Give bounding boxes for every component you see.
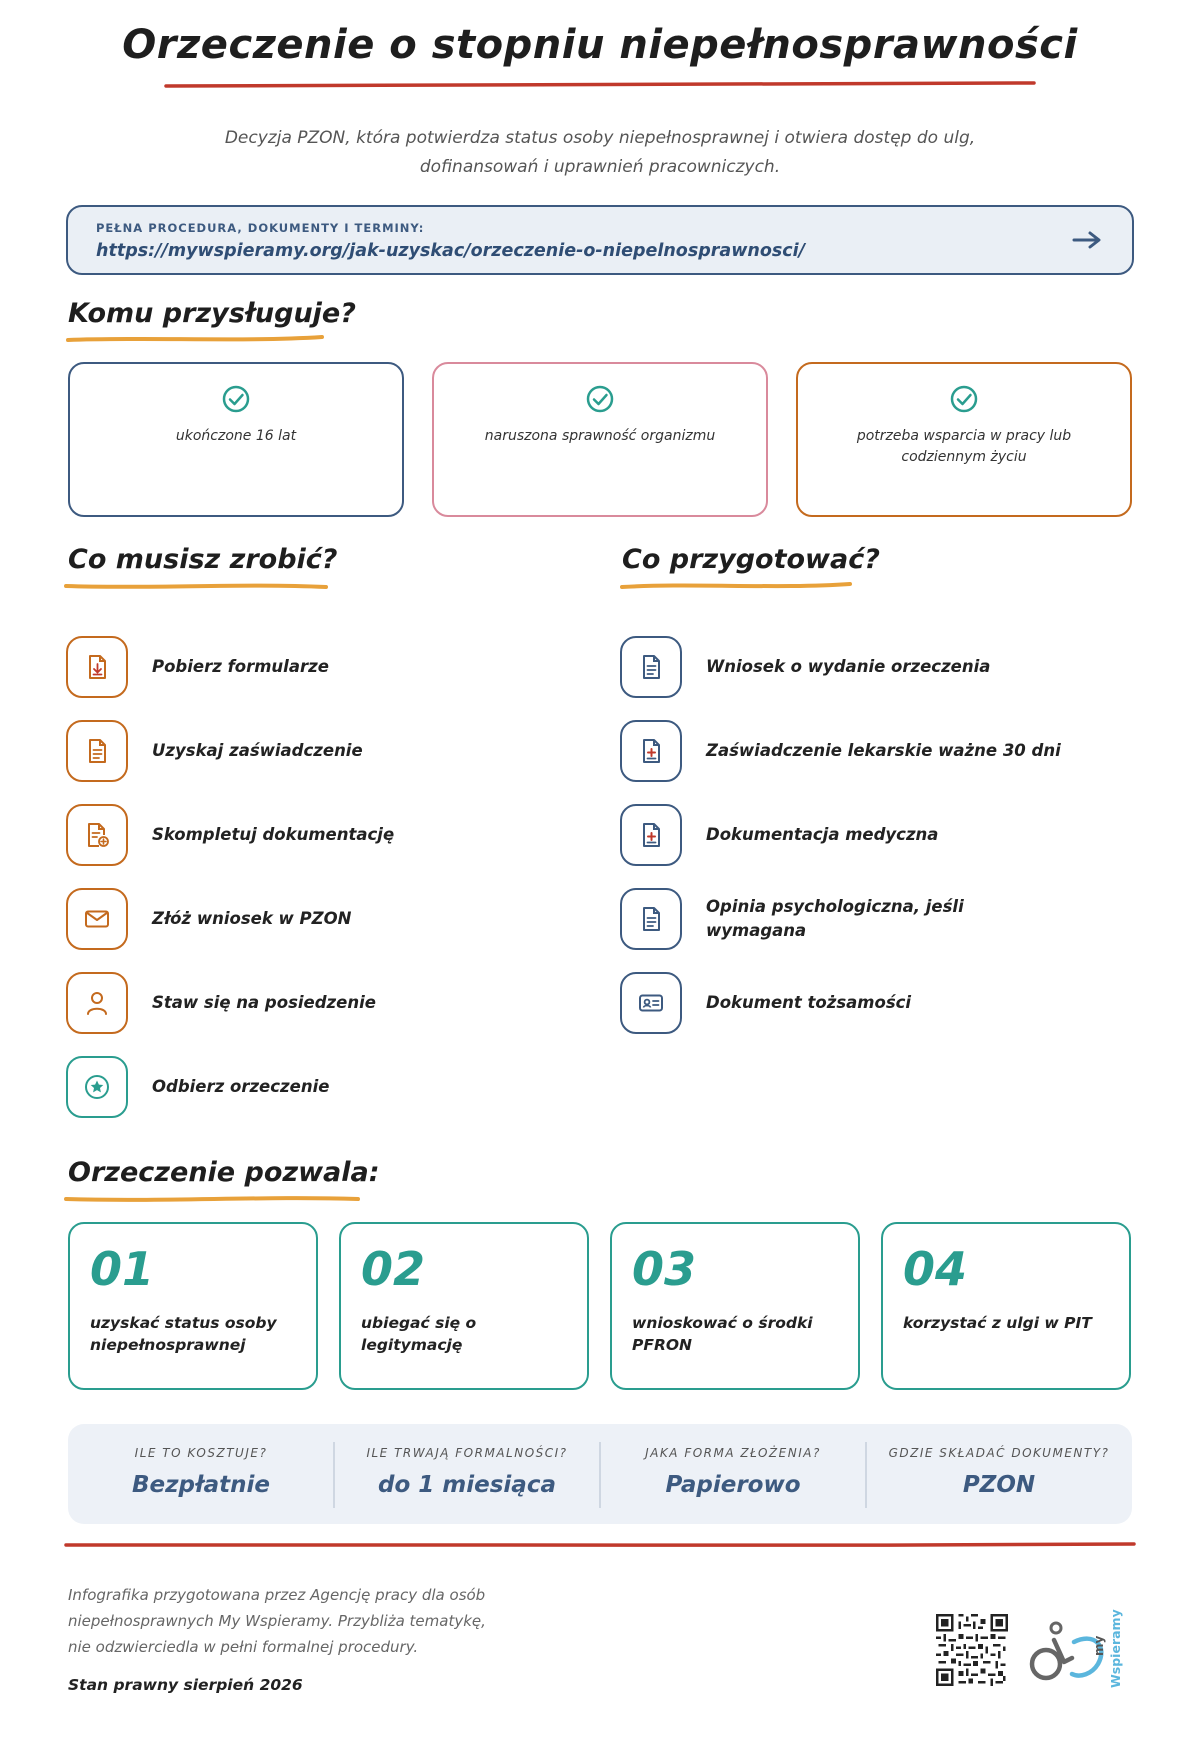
eligibility-text: potrzeba wsparcia w pracy lub codziennym życiu: [856, 428, 1072, 465]
step-label: Pobierz formularze: [152, 657, 329, 676]
step-icon-box: [620, 972, 682, 1034]
medical-document-icon: [637, 821, 665, 849]
benefit-card: [68, 1222, 318, 1390]
logo-text-wspieramy: Wspieramy: [1108, 1609, 1123, 1688]
check-circle-icon: [221, 384, 251, 414]
eligibility-text: ukończone 16 lat: [175, 428, 297, 444]
check-circle-icon: [949, 384, 979, 414]
qr-code-icon[interactable]: [936, 1614, 1008, 1686]
eligibility-card-age: [68, 362, 404, 517]
eligibility-card-support: [796, 362, 1132, 517]
benefit-text: ubiegać się o legitymację: [361, 1314, 477, 1354]
check-circle-icon: [585, 384, 615, 414]
step-label: Staw się na posiedzenie: [152, 993, 376, 1012]
benefits-heading-underline: [64, 1193, 360, 1205]
person-icon: [83, 989, 111, 1017]
medical-document-icon: [637, 737, 665, 765]
id-card-icon: [637, 989, 665, 1017]
logo-text: [1088, 1609, 1134, 1690]
fact-label: ILE TRWAJĄ FORMALNOŚCI?: [366, 1446, 568, 1460]
prepare-item: [620, 888, 1134, 952]
step-icon-box: [620, 636, 682, 698]
star-badge-icon: [83, 1073, 111, 1101]
facts-panel: [68, 1424, 1132, 1524]
file-download-icon: [83, 653, 111, 681]
step-icon-box: [620, 720, 682, 782]
procedure-link[interactable]: https://mywspieramy.org/jak-uzyskac/orzeczenie-o-niepelnosprawnosci/: [96, 241, 806, 261]
step-icon-box: [66, 720, 128, 782]
benefits-heading: Orzeczenie pozwala:: [68, 1157, 380, 1188]
step-icon-box: [66, 972, 128, 1034]
fact-value: Papierowo: [665, 1472, 801, 1498]
envelope-icon: [83, 905, 111, 933]
prepare-heading: Co przygotować?: [622, 544, 880, 575]
fact-value: do 1 miesiąca: [378, 1472, 556, 1498]
benefit-card: [881, 1222, 1131, 1390]
step-item: [66, 720, 586, 784]
prepare-item: [620, 972, 1134, 1036]
benefit-text: uzyskać status osoby niepełnosprawnej: [90, 1314, 277, 1354]
prepare-label: Zaświadczenie lekarskie ważne 30 dni: [706, 741, 1061, 760]
benefit-number: 01: [90, 1242, 155, 1296]
legal-state-text: Stan prawny sierpień 2026: [68, 1676, 303, 1694]
fact-label: ILE TO KOSZTUJE?: [134, 1446, 268, 1460]
logo-text-my: my: [1092, 1635, 1106, 1656]
document-icon: [83, 737, 111, 765]
step-icon-box: [620, 888, 682, 950]
prepare-label: Dokument tożsamości: [706, 993, 912, 1012]
arrow-right-icon[interactable]: [1072, 229, 1102, 251]
step-item: [66, 804, 586, 868]
step-icon-box: [66, 888, 128, 950]
prepare-label: Wniosek o wydanie orzeczenia: [706, 657, 991, 676]
page-subtitle: Decyzja PZON, która potwierdza status osoby niepełnosprawnej i otwiera dostęp do ulg, dofinansowań i uprawnień pracowniczych.: [224, 128, 976, 177]
prepare-label: Dokumentacja medyczna: [706, 825, 939, 844]
document-icon: [637, 905, 665, 933]
fact-label: GDZIE SKŁADAĆ DOKUMENTY?: [888, 1446, 1110, 1460]
step-label: Uzyskaj zaświadczenie: [152, 741, 363, 760]
eligibility-heading-underline: [66, 333, 324, 345]
prepare-heading-underline: [620, 580, 852, 592]
step-label: Odbierz orzeczenie: [152, 1077, 330, 1096]
step-item: [66, 636, 586, 700]
benefit-number: 02: [361, 1242, 426, 1296]
title-underline: [164, 80, 1036, 90]
benefit-card: [610, 1222, 860, 1390]
procedure-link-box[interactable]: [66, 205, 1134, 275]
step-label: Złóż wniosek w PZON: [152, 909, 352, 928]
footer-divider: [64, 1540, 1136, 1550]
fact-label: JAKA FORMA ZŁOŻENIA?: [645, 1446, 821, 1460]
prepare-item: [620, 720, 1134, 784]
disclaimer-text: Infografika przygotowana przez Agencję pracy dla osób niepełnosprawnych My Wspieramy. Przybliża tematykę, nie odzwierciedla w pełni formalnej procedury.: [68, 1586, 486, 1656]
benefit-number: 04: [903, 1242, 968, 1296]
eligibility-text: naruszona sprawność organizmu: [484, 428, 716, 444]
step-item: [66, 888, 586, 952]
fact-cost: [68, 1424, 334, 1524]
page-title: Orzeczenie o stopniu niepełnosprawności: [122, 22, 1078, 68]
fact-form: [600, 1424, 866, 1524]
steps-heading-underline: [64, 580, 328, 592]
prepare-item: [620, 636, 1134, 700]
step-label: Skompletuj dokumentację: [152, 825, 395, 844]
benefit-number: 03: [632, 1242, 697, 1296]
step-icon-box: [66, 1056, 128, 1118]
benefit-text: wnioskować o środki PFRON: [632, 1314, 813, 1354]
eligibility-heading: Komu przysługuje?: [68, 298, 356, 329]
document-icon: [637, 653, 665, 681]
step-icon-box: [66, 636, 128, 698]
step-icon-box: [66, 804, 128, 866]
benefit-text: korzystać z ulgi w PIT: [903, 1314, 1092, 1332]
file-add-icon: [83, 821, 111, 849]
fact-place: [866, 1424, 1132, 1524]
benefit-card: [339, 1222, 589, 1390]
prepare-item: [620, 804, 1134, 868]
prepare-label: Opinia psychologiczna, jeśli wymagana: [706, 897, 964, 940]
fact-duration: [334, 1424, 600, 1524]
eligibility-card-health: [432, 362, 768, 517]
mywspieramy-logo: [1024, 1609, 1134, 1690]
link-caption: PEŁNA PROCEDURA, DOKUMENTY I TERMINY:: [96, 221, 425, 235]
step-icon-box: [620, 804, 682, 866]
fact-value: Bezpłatnie: [132, 1472, 270, 1498]
step-item: [66, 972, 586, 1036]
fact-value: PZON: [962, 1472, 1036, 1498]
steps-heading: Co musisz zrobić?: [68, 544, 338, 575]
step-item: [66, 1056, 586, 1120]
